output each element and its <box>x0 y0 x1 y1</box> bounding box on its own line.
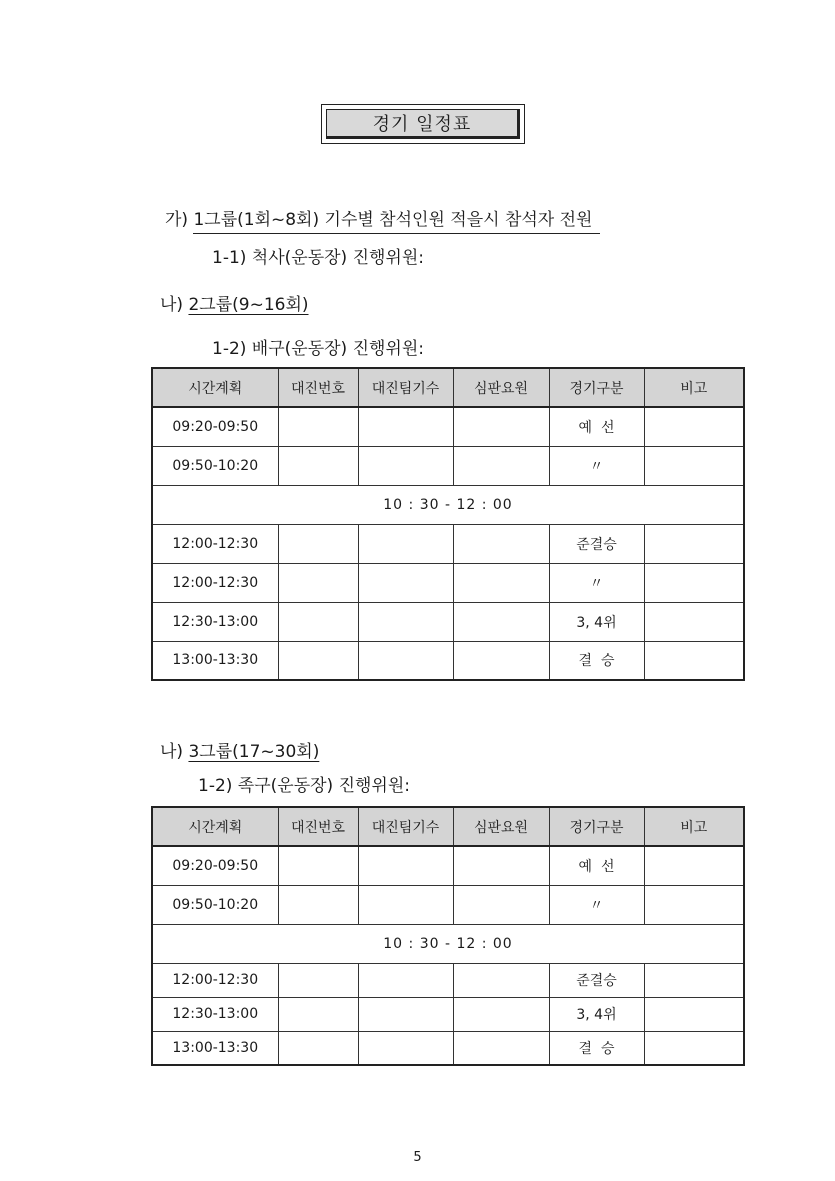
cell-time: 12:30-13:00 <box>152 997 278 1031</box>
page-number: 5 <box>413 1150 422 1165</box>
table-row <box>152 563 744 602</box>
table-row-break <box>152 485 744 524</box>
cell-type: 〃 <box>549 563 644 602</box>
header-match-no: 대진번호 <box>278 807 358 846</box>
cell-type: 〃 <box>549 446 644 485</box>
cell-time: 09:50-10:20 <box>152 885 278 924</box>
table-row <box>152 407 744 446</box>
header-match-type: 경기구분 <box>549 807 644 846</box>
section-3-prefix: 나) <box>160 742 184 762</box>
header-referee: 심판요원 <box>453 807 549 846</box>
header-time: 시간계획 <box>152 807 278 846</box>
table-row <box>152 1031 744 1065</box>
break-time: 10 : 30 - 12 : 00 <box>152 924 744 963</box>
cell-type: 예 선 <box>549 846 644 885</box>
cell-time: 12:00-12:30 <box>152 563 278 602</box>
section-1-group: 1그룹(1회~8회) 기수별 참석인원 적을시 참석자 전원 <box>193 210 600 234</box>
table-header-row <box>152 368 744 407</box>
table-row <box>152 524 744 563</box>
section-2-heading <box>160 290 309 315</box>
section-1-sub: 1-1) 척사(운동장) 진행위원: <box>212 248 424 268</box>
break-time: 10 : 30 - 12 : 00 <box>152 485 744 524</box>
cell-type: 예 선 <box>549 407 644 446</box>
cell-time: 12:00-12:30 <box>152 963 278 997</box>
page-title: 경기 일정표 <box>326 109 520 139</box>
cell-type: 3, 4위 <box>549 997 644 1031</box>
table-row <box>152 846 744 885</box>
schedule-table-1 <box>151 367 745 681</box>
header-note: 비고 <box>644 368 744 407</box>
table-row <box>152 641 744 680</box>
header-team: 대진팀기수 <box>358 807 453 846</box>
table-row <box>152 963 744 997</box>
section-2-sub: 1-2) 배구(운동장) 진행위원: <box>212 339 424 359</box>
table-row <box>152 446 744 485</box>
table-row <box>152 602 744 641</box>
header-match-no: 대진번호 <box>278 368 358 407</box>
header-team: 대진팀기수 <box>358 368 453 407</box>
cell-time: 12:00-12:30 <box>152 524 278 563</box>
table-row <box>152 997 744 1031</box>
cell-time: 13:00-13:30 <box>152 1031 278 1065</box>
cell-time: 09:50-10:20 <box>152 446 278 485</box>
section-2-prefix: 나) <box>160 295 184 315</box>
cell-time: 09:20-09:50 <box>152 407 278 446</box>
cell-type: 결 승 <box>549 1031 644 1065</box>
section-2-group: 2그룹(9~16회) <box>188 295 309 315</box>
header-time: 시간계획 <box>152 368 278 407</box>
section-1-heading <box>165 205 600 230</box>
header-match-type: 경기구분 <box>549 368 644 407</box>
schedule-table-2 <box>151 806 745 1066</box>
table-row <box>152 885 744 924</box>
section-1-prefix: 가) <box>165 210 189 230</box>
header-note: 비고 <box>644 807 744 846</box>
cell-time: 09:20-09:50 <box>152 846 278 885</box>
header-referee: 심판요원 <box>453 368 549 407</box>
table-row-break <box>152 924 744 963</box>
table-header-row <box>152 807 744 846</box>
title-box <box>321 104 525 144</box>
section-3-heading <box>160 737 319 762</box>
cell-time: 13:00-13:30 <box>152 641 278 680</box>
cell-type: 준결승 <box>549 524 644 563</box>
section-3-group: 3그룹(17~30회) <box>188 742 320 762</box>
cell-time: 12:30-13:00 <box>152 602 278 641</box>
cell-type: 3, 4위 <box>549 602 644 641</box>
cell-type: 결 승 <box>549 641 644 680</box>
cell-type: 준결승 <box>549 963 644 997</box>
section-3-sub: 1-2) 족구(운동장) 진행위원: <box>198 776 410 796</box>
cell-type: 〃 <box>549 885 644 924</box>
